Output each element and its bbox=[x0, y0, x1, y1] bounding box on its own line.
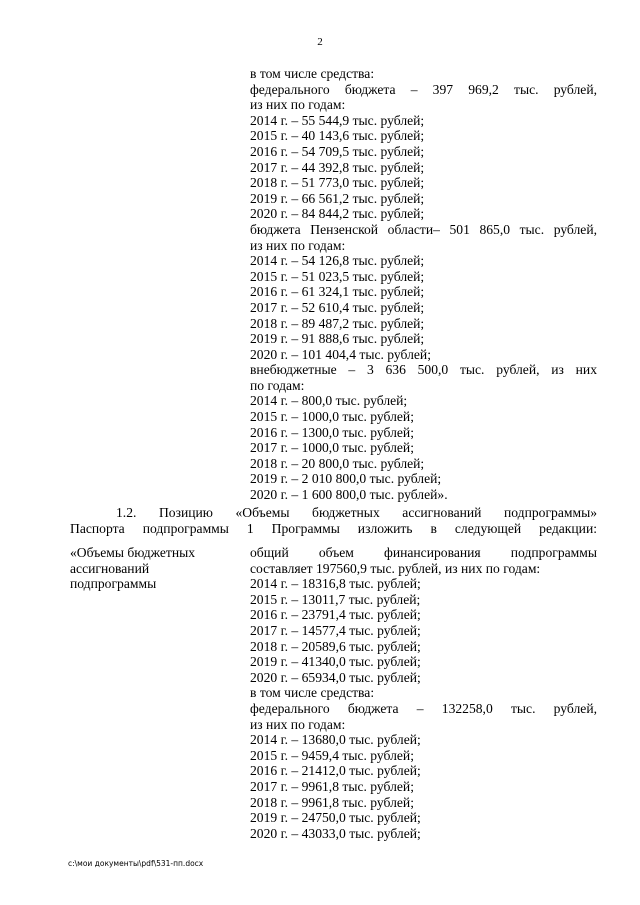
text-line: 2020 г. – 84 844,2 тыс. рублей; bbox=[250, 206, 425, 222]
funding-block-1 bbox=[250, 66, 597, 503]
text-line: 2019 г. – 41340,0 тыс. рублей; bbox=[250, 654, 421, 670]
text-line: 2016 г. – 61 324,1 тыс. рублей; bbox=[250, 284, 425, 300]
text-line: 2020 г. – 101 404,4 тыс. рублей; bbox=[250, 346, 431, 362]
text-line: 2020 г. – 43033,0 тыс. рублей; bbox=[250, 825, 421, 841]
text-line: 2017 г. – 9961,8 тыс. рублей; bbox=[250, 778, 414, 794]
text-line: 2018 г. – 20589,6 тыс. рублей; bbox=[250, 638, 421, 654]
text-line: внебюджетные – 3 636 500,0 тыс. рублей, из них bbox=[250, 362, 597, 378]
text-line: 2018 г. – 9961,8 тыс. рублей; bbox=[250, 794, 414, 810]
text-line: из них по годам: bbox=[250, 237, 346, 253]
page-number: 2 bbox=[317, 36, 323, 48]
text-line: общий объем финансирования подпрограммы bbox=[250, 545, 597, 560]
text-line: 2014 г. – 13680,0 тыс. рублей; bbox=[250, 732, 421, 748]
text-line: федерального бюджета – 397 969,2 тыс. рублей, bbox=[250, 81, 597, 97]
text-line: бюджета Пензенской области– 501 865,0 тыс. рублей, bbox=[250, 221, 597, 237]
funding-block-2 bbox=[250, 545, 597, 841]
text-line: 2015 г. – 51 023,5 тыс. рублей; bbox=[250, 268, 425, 284]
text-line: 2015 г. – 40 143,6 тыс. рублей; bbox=[250, 128, 425, 144]
text-line: 2014 г. – 54 126,8 тыс. рублей; bbox=[250, 253, 425, 269]
file-path-footer: c:\мои документы\pdf\531-пп.docx bbox=[68, 859, 204, 868]
text-line: 2014 г. – 18316,8 тыс. рублей; bbox=[250, 576, 421, 592]
text-line: из них по годам: bbox=[250, 97, 346, 113]
text-line: 2017 г. – 52 610,4 тыс. рублей; bbox=[250, 299, 425, 315]
text-line: в том числе средства: bbox=[250, 66, 375, 81]
text-line: 2018 г. – 89 487,2 тыс. рублей; bbox=[250, 315, 425, 331]
amendment-paragraph bbox=[70, 505, 597, 536]
text-line: 2019 г. – 24750,0 тыс. рублей; bbox=[250, 810, 421, 826]
label-line: «Объемы бюджетных bbox=[70, 545, 196, 560]
text-line: 2018 г. – 51 773,0 тыс. рублей; bbox=[250, 175, 425, 191]
text-line: 2019 г. – 91 888,6 тыс. рублей; bbox=[250, 331, 425, 347]
text-line: 2016 г. – 21412,0 тыс. рублей; bbox=[250, 763, 421, 779]
position-label bbox=[70, 545, 220, 592]
text-line: 2017 г. – 14577,4 тыс. рублей; bbox=[250, 622, 421, 638]
text-line: 2014 г. – 55 544,9 тыс. рублей; bbox=[250, 112, 425, 128]
text-line: федерального бюджета – 132258,0 тыс. рублей, bbox=[250, 700, 597, 716]
paragraph-line: 1.2. Позицию «Объемы бюджетных ассигнований подпрограммы» bbox=[116, 505, 597, 520]
text-line: 2019 г. – 2 010 800,0 тыс. рублей; bbox=[250, 471, 442, 487]
text-line: 2016 г. – 23791,4 тыс. рублей; bbox=[250, 607, 421, 623]
text-line: 2014 г. – 800,0 тыс. рублей; bbox=[250, 393, 408, 409]
text-line: в том числе средства: bbox=[250, 685, 375, 701]
text-line: 2015 г. – 13011,7 тыс. рублей; bbox=[250, 591, 421, 607]
text-line: 2020 г. – 65934,0 тыс. рублей; bbox=[250, 669, 421, 685]
text-line: 2015 г. – 9459,4 тыс. рублей; bbox=[250, 747, 414, 763]
text-line: по годам: bbox=[250, 377, 305, 393]
text-line: 2016 г. – 1300,0 тыс. рублей; bbox=[250, 424, 414, 440]
text-line: 2019 г. – 66 561,2 тыс. рублей; bbox=[250, 190, 425, 206]
text-line: 2015 г. – 1000,0 тыс. рублей; bbox=[250, 409, 414, 425]
text-line: 2016 г. – 54 709,5 тыс. рублей; bbox=[250, 143, 425, 159]
text-line: 2017 г. – 1000,0 тыс. рублей; bbox=[250, 440, 414, 456]
label-line: ассигнований bbox=[70, 560, 150, 576]
text-line: из них по годам: bbox=[250, 716, 346, 732]
label-line: подпрограммы bbox=[70, 576, 157, 592]
paragraph-line: Паспорта подпрограммы 1 Программы изложить в следующей редакции: bbox=[70, 520, 597, 536]
text-line: 2018 г. – 20 800,0 тыс. рублей; bbox=[250, 455, 425, 471]
text-line: составляет 197560,9 тыс. рублей, из них по годам: bbox=[250, 560, 541, 576]
text-line: 2020 г. – 1 600 800,0 тыс. рублей». bbox=[250, 487, 448, 503]
text-line: 2017 г. – 44 392,8 тыс. рублей; bbox=[250, 159, 425, 175]
